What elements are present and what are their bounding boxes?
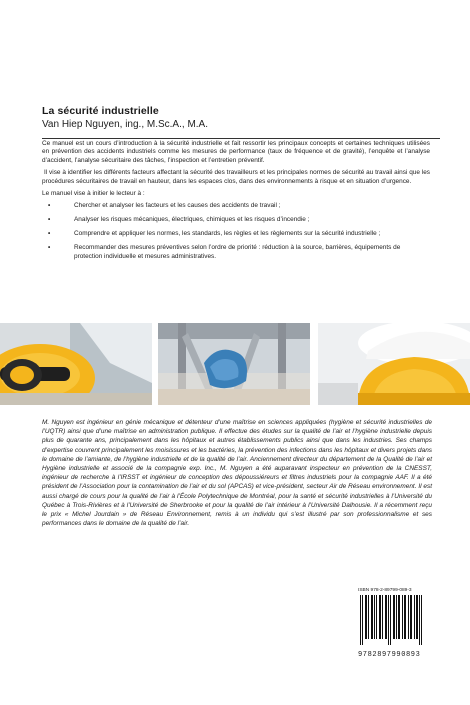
ean-number: 9782897990893 [358,651,421,659]
list-item-text: Chercher et analyser les facteurs et les causes des accidents de travail ; [74,202,281,210]
author-line: Van Hiep Nguyen, ing., M.Sc.A., M.A. [42,119,208,130]
intro-paragraph-3: Le manuel vise à initier le lecteur à : [42,190,145,198]
list-item [48,202,430,210]
bullet-icon: • [48,202,51,210]
list-item-text: Recommander des mesures préventives selon l’ordre de priorité : réduction à la source, barrières, équipements de protection individuelle et mesures administratives. [74,244,401,260]
list-item [48,244,430,261]
title-divider [42,138,440,139]
list-item [48,230,430,238]
list-item-text: Analyser les risques mécaniques, électriques, chimiques et les risques d’incendie ; [74,216,310,224]
list-item-text: Comprendre et appliquer les normes, les standards, les règles et les règlements sur la sécurité industrielle ; [74,230,381,238]
isbn-label: ISBN 978-2-89799-089-3 [358,588,412,593]
author-biography: M. Nguyen est ingénieur en génie mécanique et détenteur d’une maîtrise en sciences appliquées (hygiène et sécurité industrielles de l’UQTR) ainsi que d’une maîtrise en administration publique. Il effectue des études sur la qualité de l’air et l’hygiène industrielle depuis plus de quarante ans, principalement dans les hôpitaux et autres établissements publics ainsi que dans les industries. Ses champs d’expertise couvrent principalement les moisissures et les bactéries, la prévention des infections dans les hôpitaux et divers projets dans le domaine de l’amiante, de l’hygiène industrielle et de la qualité de l’air. Anciennement directeur du département de la Qualité de l’air et Hygiène industrielle et associé de la compagnie exp. Inc., M. Nguyen a été auparavant inspecteur en prévention de la CNESST, ingénieur de recherche à l’IRSST et ingénieur de conception des dépoussiéreurs et filtres industriels pour la compagnie AAF. Il a été président de l’Association pour la contamination de l’air et du sol (APCAS) et vice-président, secteur Air de Réseau environnement. Il est aussi chargé de cours pour la qualité de l’air à l’École Polytechnique de Montréal, pour la santé et sécurité industrielles à l’Université du Québec à Trois-Rivières et à l’Université de Sherbrooke et pour la qualité de l’air intérieur à l’Université Dalhousie. Il a récemment reçu le prix « Michel Jourdain » de Réseau Environnement, remis à un individu qui s’est illustré par son professionnalisme et ses performances dans le domaine de la qualité de l’air. [42,419,432,528]
bullet-icon: • [48,244,51,252]
bullet-icon: • [48,230,51,238]
photo-strip [0,323,470,405]
intro-paragraph-1: Ce manuel est un cours d’introduction à la sécurité industrielle et fait ressortir les principaux concepts et certaines techniques utilisées en prévention des accidents industriels comme les mesures de performance (taux de fréquence et de gravité), l’enquête et l’analyse d’accident, l’analyse sécuritaire des tâches, l’inspection et l’entretien préventif. [42,140,430,164]
barcode-icon [358,595,424,645]
scaffold-worker-photo [158,323,310,405]
earmuffs-helmet-photo [0,323,152,405]
barcode-block [358,588,424,659]
intro-paragraph-2: Il vise à identifier les différents facteurs affectant la sécurité des travailleurs et les principales normes de sécurité au travail ainsi que les procédures sécuritaires de travail en hauteur, dans les espaces clos, dans des environnements à risque et en situation d’urgence. [42,169,430,185]
list-item [48,216,430,224]
header [42,105,432,139]
description [42,140,430,266]
hard-hats-photo [318,323,470,405]
bullet-icon: • [48,216,51,224]
book-title: La sécurité industrielle [42,105,159,117]
objectives-list [48,202,430,261]
